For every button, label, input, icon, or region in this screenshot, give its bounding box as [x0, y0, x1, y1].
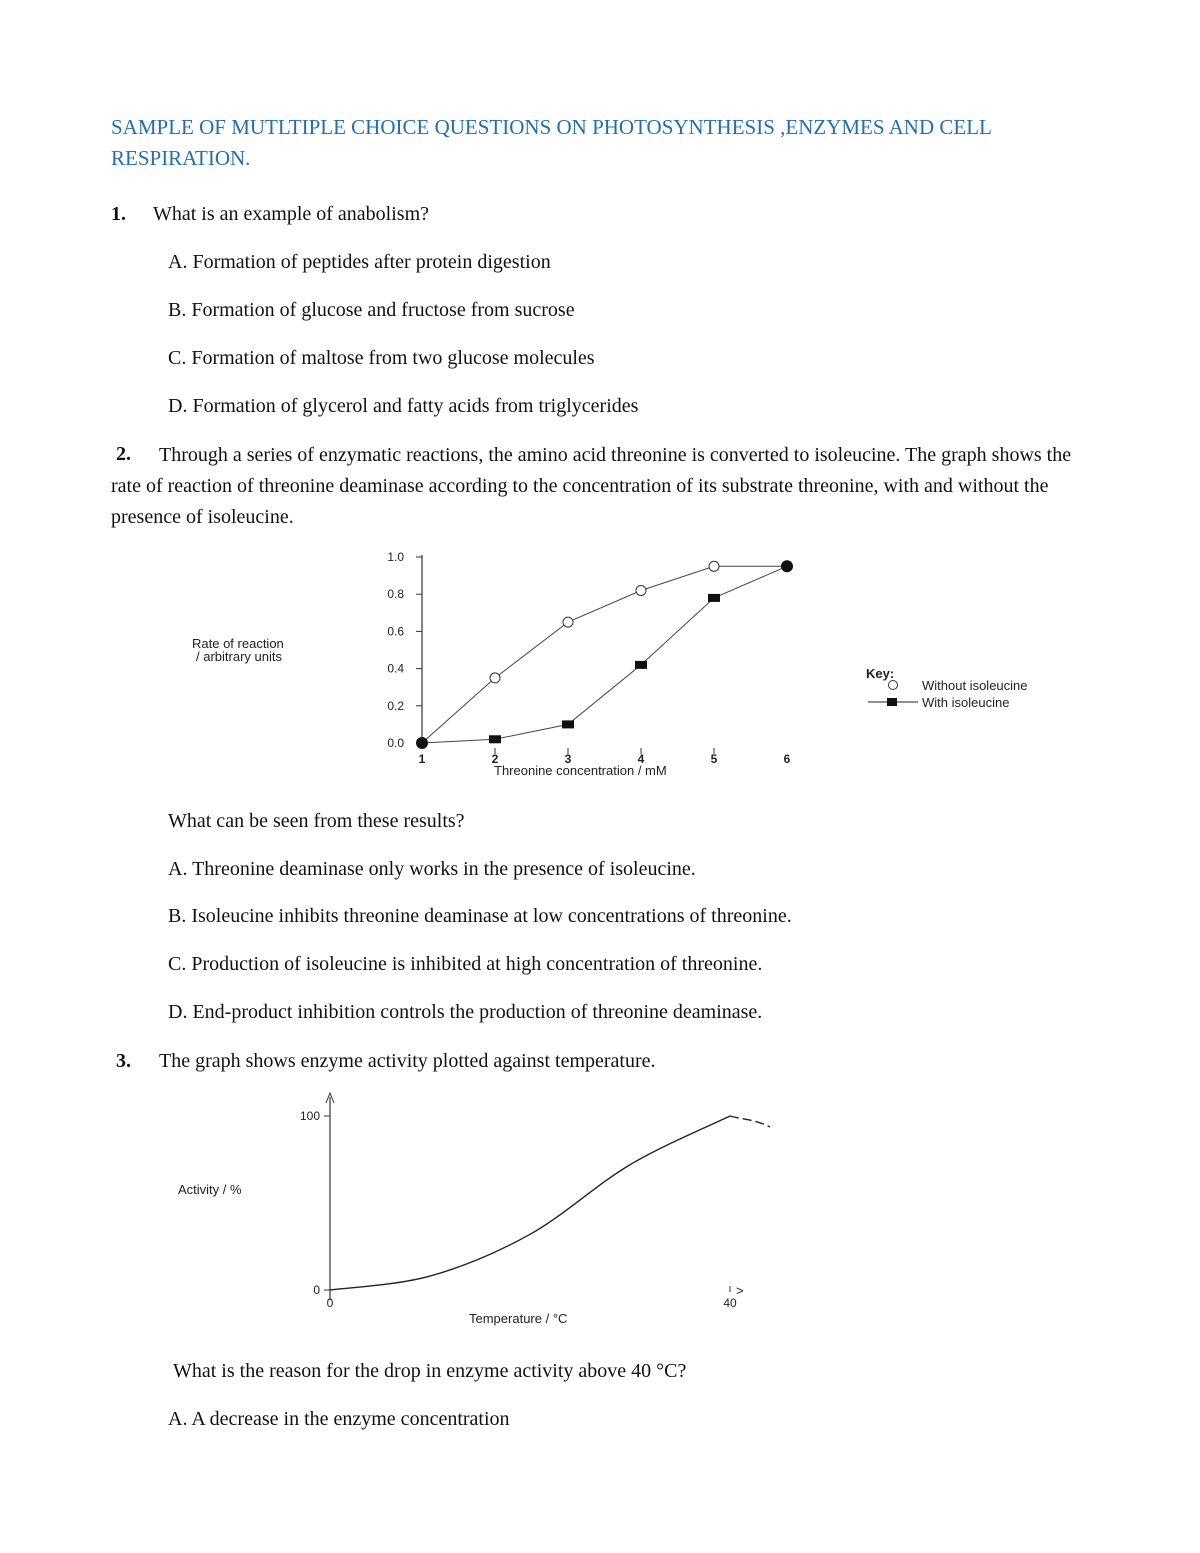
c1-ytick-label: 0.8: [387, 587, 404, 602]
c1-ytick-label: 0.4: [387, 661, 404, 676]
c1-ytick-label: 1.0: [387, 550, 404, 564]
question-1-number: 1.: [111, 203, 126, 225]
question-1-text: What is an example of anabolism?: [153, 203, 430, 225]
c1-point-without: [709, 561, 719, 571]
c1-point-with: [562, 720, 574, 728]
threonine-rate-chart: [180, 545, 1120, 785]
c1-xtick-label: 2: [491, 752, 499, 766]
c2-activity-curve-dashed: [730, 1116, 770, 1290]
question-3-text: The graph shows enzyme activity plotted against temperature.: [159, 1050, 656, 1072]
c1-legend-open-circle: [889, 681, 898, 690]
q2-option-a: A. Threonine deaminase only works in the presence of isoleucine.: [168, 858, 696, 880]
c1-xtick-label: 3: [564, 752, 572, 766]
c1-xtick-label: 1: [418, 752, 426, 766]
c1-series-line-without: [422, 566, 787, 743]
c1-ylabel-line2: / arbitrary units: [196, 649, 282, 664]
q3-option-a: A. A decrease in the enzyme concentration: [168, 1408, 510, 1430]
c1-point-with: [489, 735, 501, 743]
c2-xlabel: Temperature / °C: [469, 1311, 568, 1326]
q2-option-c: C. Production of isoleucine is inhibited at high concentration of threonine.: [168, 953, 763, 975]
c2-ytick-label: 0: [313, 1283, 320, 1297]
q1-option-a: A. Formation of peptides after protein digestion: [168, 251, 551, 273]
q1-option-b: B. Formation of glucose and fructose from sucrose: [168, 299, 575, 321]
c1-point-without: [636, 585, 646, 595]
question-2-text: Through a series of enzymatic reactions, the amino acid threonine is converted to isoleucine. The graph shows the rate of reaction of threonine deaminase according to the concentration of its substrate threonine, with and without the presence of isoleucine.: [111, 444, 1072, 528]
c2-activity-curve-solid: [330, 1116, 730, 1290]
c1-point-shared: [781, 560, 793, 572]
c1-ytick-label: 0.6: [387, 624, 404, 639]
question-3-prompt: What is the reason for the drop in enzyme activity above 40 °C?: [173, 1360, 687, 1382]
c1-point-shared: [416, 737, 428, 749]
c1-point-with: [708, 594, 720, 602]
c2-xtick-label: 40: [723, 1296, 737, 1310]
question-2-prompt: What can be seen from these results?: [168, 810, 465, 832]
c2-xtick-label: 0: [326, 1296, 334, 1310]
q2-option-b: B. Isoleucine inhibits threonine deaminase at low concentrations of threonine.: [168, 905, 792, 927]
c1-ytick-label: 0.2: [387, 698, 404, 713]
question-3-number: 3.: [116, 1050, 131, 1072]
c1-ytick-label: 0.0: [387, 736, 404, 750]
q2-option-d: D. End-product inhibition controls the production of threonine deaminase.: [168, 1001, 763, 1023]
c1-legend-label-with: With isoleucine: [922, 695, 1010, 710]
c1-xtick-label: 5: [710, 752, 718, 766]
document-title: SAMPLE OF MUTLTIPLE CHOICE QUESTIONS ON PHOTOSYNTHESIS ,ENZYMES AND CELL RESPIRATION.: [111, 115, 992, 170]
c1-point-without: [490, 673, 500, 683]
c2-ytick-label: 100: [299, 1109, 320, 1123]
c2-arrow-label: >: [736, 1283, 744, 1298]
c1-ylabel-line1: Rate of reaction: [192, 636, 284, 651]
q1-option-c: C. Formation of maltose from two glucose molecules: [168, 347, 595, 369]
c1-point-without: [563, 617, 573, 627]
c1-legend-label-without: Without isoleucine: [922, 678, 1028, 693]
c2-ylabel: Activity / %: [178, 1182, 242, 1197]
c1-legend-filled-square: [887, 698, 897, 706]
c1-legend-title: Key:: [866, 666, 895, 681]
c1-point-with: [635, 661, 647, 669]
c1-xtick-label: 6: [783, 752, 791, 766]
c1-series-line-with: [422, 566, 787, 743]
c1-xtick-label: 4: [637, 752, 645, 766]
temperature-activity-chart: [170, 1085, 770, 1330]
q1-option-d: D. Formation of glycerol and fatty acids from triglycerides: [168, 395, 639, 417]
question-2-number: 2.: [116, 443, 131, 465]
c1-xlabel: Threonine concentration / mM: [494, 763, 667, 778]
